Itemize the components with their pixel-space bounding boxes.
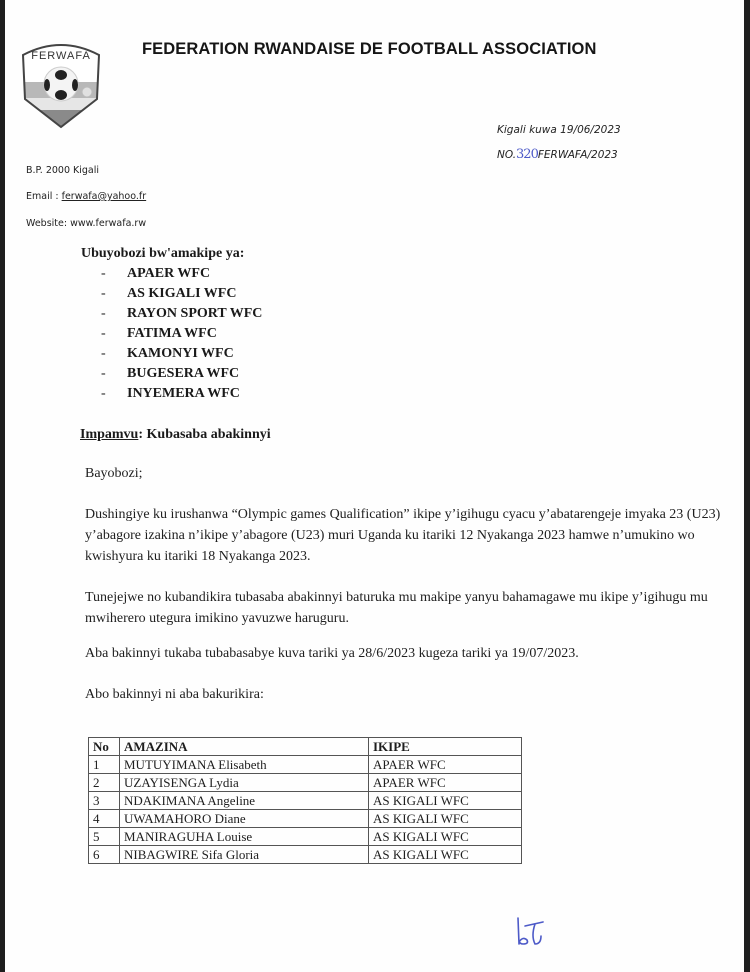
- recipient-item: - AS KIGALI WFC: [101, 286, 237, 301]
- cell-name: UWAMAHORO Diane: [120, 810, 369, 828]
- table-row: [89, 792, 522, 810]
- table-row: [89, 828, 522, 846]
- table-row: [89, 810, 522, 828]
- body-paragraph-2: Tunejejwe no kubandikira tubasaba abakinnyi baturuka mu makipe yanyu bahamagawe mu ikipe y’igihugu mu mwiherero utegura imikino yavuzwe haruguru.: [85, 590, 708, 626]
- reference-number: [497, 147, 618, 162]
- letter-page: [5, 0, 744, 972]
- cell-name: UZAYISENGA Lydia: [120, 774, 369, 792]
- cell-no: 5: [89, 828, 120, 846]
- recipients-heading: Ubuyobozi bw'amakipe ya:: [81, 246, 245, 261]
- recipient-item: - KAMONYI WFC: [101, 346, 234, 361]
- recipient-item: - BUGESERA WFC: [101, 366, 240, 381]
- subject-label: Impamvu: [80, 427, 139, 442]
- cell-no: 1: [89, 756, 120, 774]
- cell-no: 2: [89, 774, 120, 792]
- po-box: B.P. 2000 Kigali: [26, 165, 100, 176]
- scan-edge-right: [744, 0, 750, 972]
- cell-no: 4: [89, 810, 120, 828]
- cell-team: AS KIGALI WFC: [369, 846, 522, 864]
- letter-date: Kigali kuwa 19/06/2023: [497, 124, 621, 136]
- recipient-item: - APAER WFC: [101, 266, 211, 281]
- players-table: [88, 737, 522, 864]
- email-label: Email :: [26, 191, 62, 202]
- body-paragraph-1: Dushingiye ku irushanwa “Olympic games Qualification” ikipe y’igihugu cyacu y’abatarengeje imyaka 23 (U23) y’abagore izakina n’ikipe y’abagore (U23) muri Uganda ku itariki 12 Nyakanga 2023 hamwe n’umukino wo kwishyura ku itariki 18 Nyakanga 2023.: [85, 507, 721, 564]
- ref-suffix: FERWAFA/2023: [537, 149, 618, 161]
- col-header-names: AMAZINA: [120, 738, 369, 756]
- cell-team: AS KIGALI WFC: [369, 828, 522, 846]
- cell-team: APAER WFC: [369, 756, 522, 774]
- cell-team: AS KIGALI WFC: [369, 792, 522, 810]
- ref-prefix: NO.: [497, 149, 517, 161]
- cell-name: NIBAGWIRE Sifa Gloria: [120, 846, 369, 864]
- cell-no: 3: [89, 792, 120, 810]
- handwritten-initials-icon: [513, 914, 549, 948]
- body-paragraph-3: Aba bakinnyi tukaba tubabasabye kuva tariki ya 28/6/2023 kugeza tariki ya 19/07/2023.: [85, 646, 579, 661]
- table-row: [89, 756, 522, 774]
- cell-team: AS KIGALI WFC: [369, 810, 522, 828]
- table-row: [89, 846, 522, 864]
- cell-name: MUTUYIMANA Elisabeth: [120, 756, 369, 774]
- col-header-no: No: [89, 738, 120, 756]
- recipient-item: - INYEMERA WFC: [101, 386, 240, 401]
- greeting: Bayobozi;: [85, 466, 143, 481]
- cell-team: APAER WFC: [369, 774, 522, 792]
- recipient-item: - RAYON SPORT WFC: [101, 306, 263, 321]
- recipients-list: [101, 264, 262, 404]
- table-header-row: [89, 738, 522, 756]
- contact-email: [26, 191, 146, 202]
- col-header-team: IKIPE: [369, 738, 522, 756]
- logo-text: FERWAFA: [31, 50, 91, 62]
- ferwafa-logo-icon: [17, 37, 105, 129]
- cell-name: MANIRAGUHA Louise: [120, 828, 369, 846]
- cell-no: 6: [89, 846, 120, 864]
- email-link[interactable]: ferwafa@yahoo.fr: [61, 191, 147, 202]
- body-paragraph-4: Abo bakinnyi ni aba bakurikira:: [85, 687, 264, 702]
- subject-line: [80, 427, 271, 443]
- subject-text: : Kubasaba abakinnyi: [138, 427, 271, 442]
- organization-title: FEDERATION RWANDAISE DE FOOTBALL ASSOCIATION: [142, 40, 597, 58]
- contact-website: Website: www.ferwafa.rw: [26, 218, 147, 229]
- recipient-item: - FATIMA WFC: [101, 326, 217, 341]
- cell-name: NDAKIMANA Angeline: [120, 792, 369, 810]
- ref-handwritten-number: 320: [516, 147, 538, 162]
- table-row: [89, 774, 522, 792]
